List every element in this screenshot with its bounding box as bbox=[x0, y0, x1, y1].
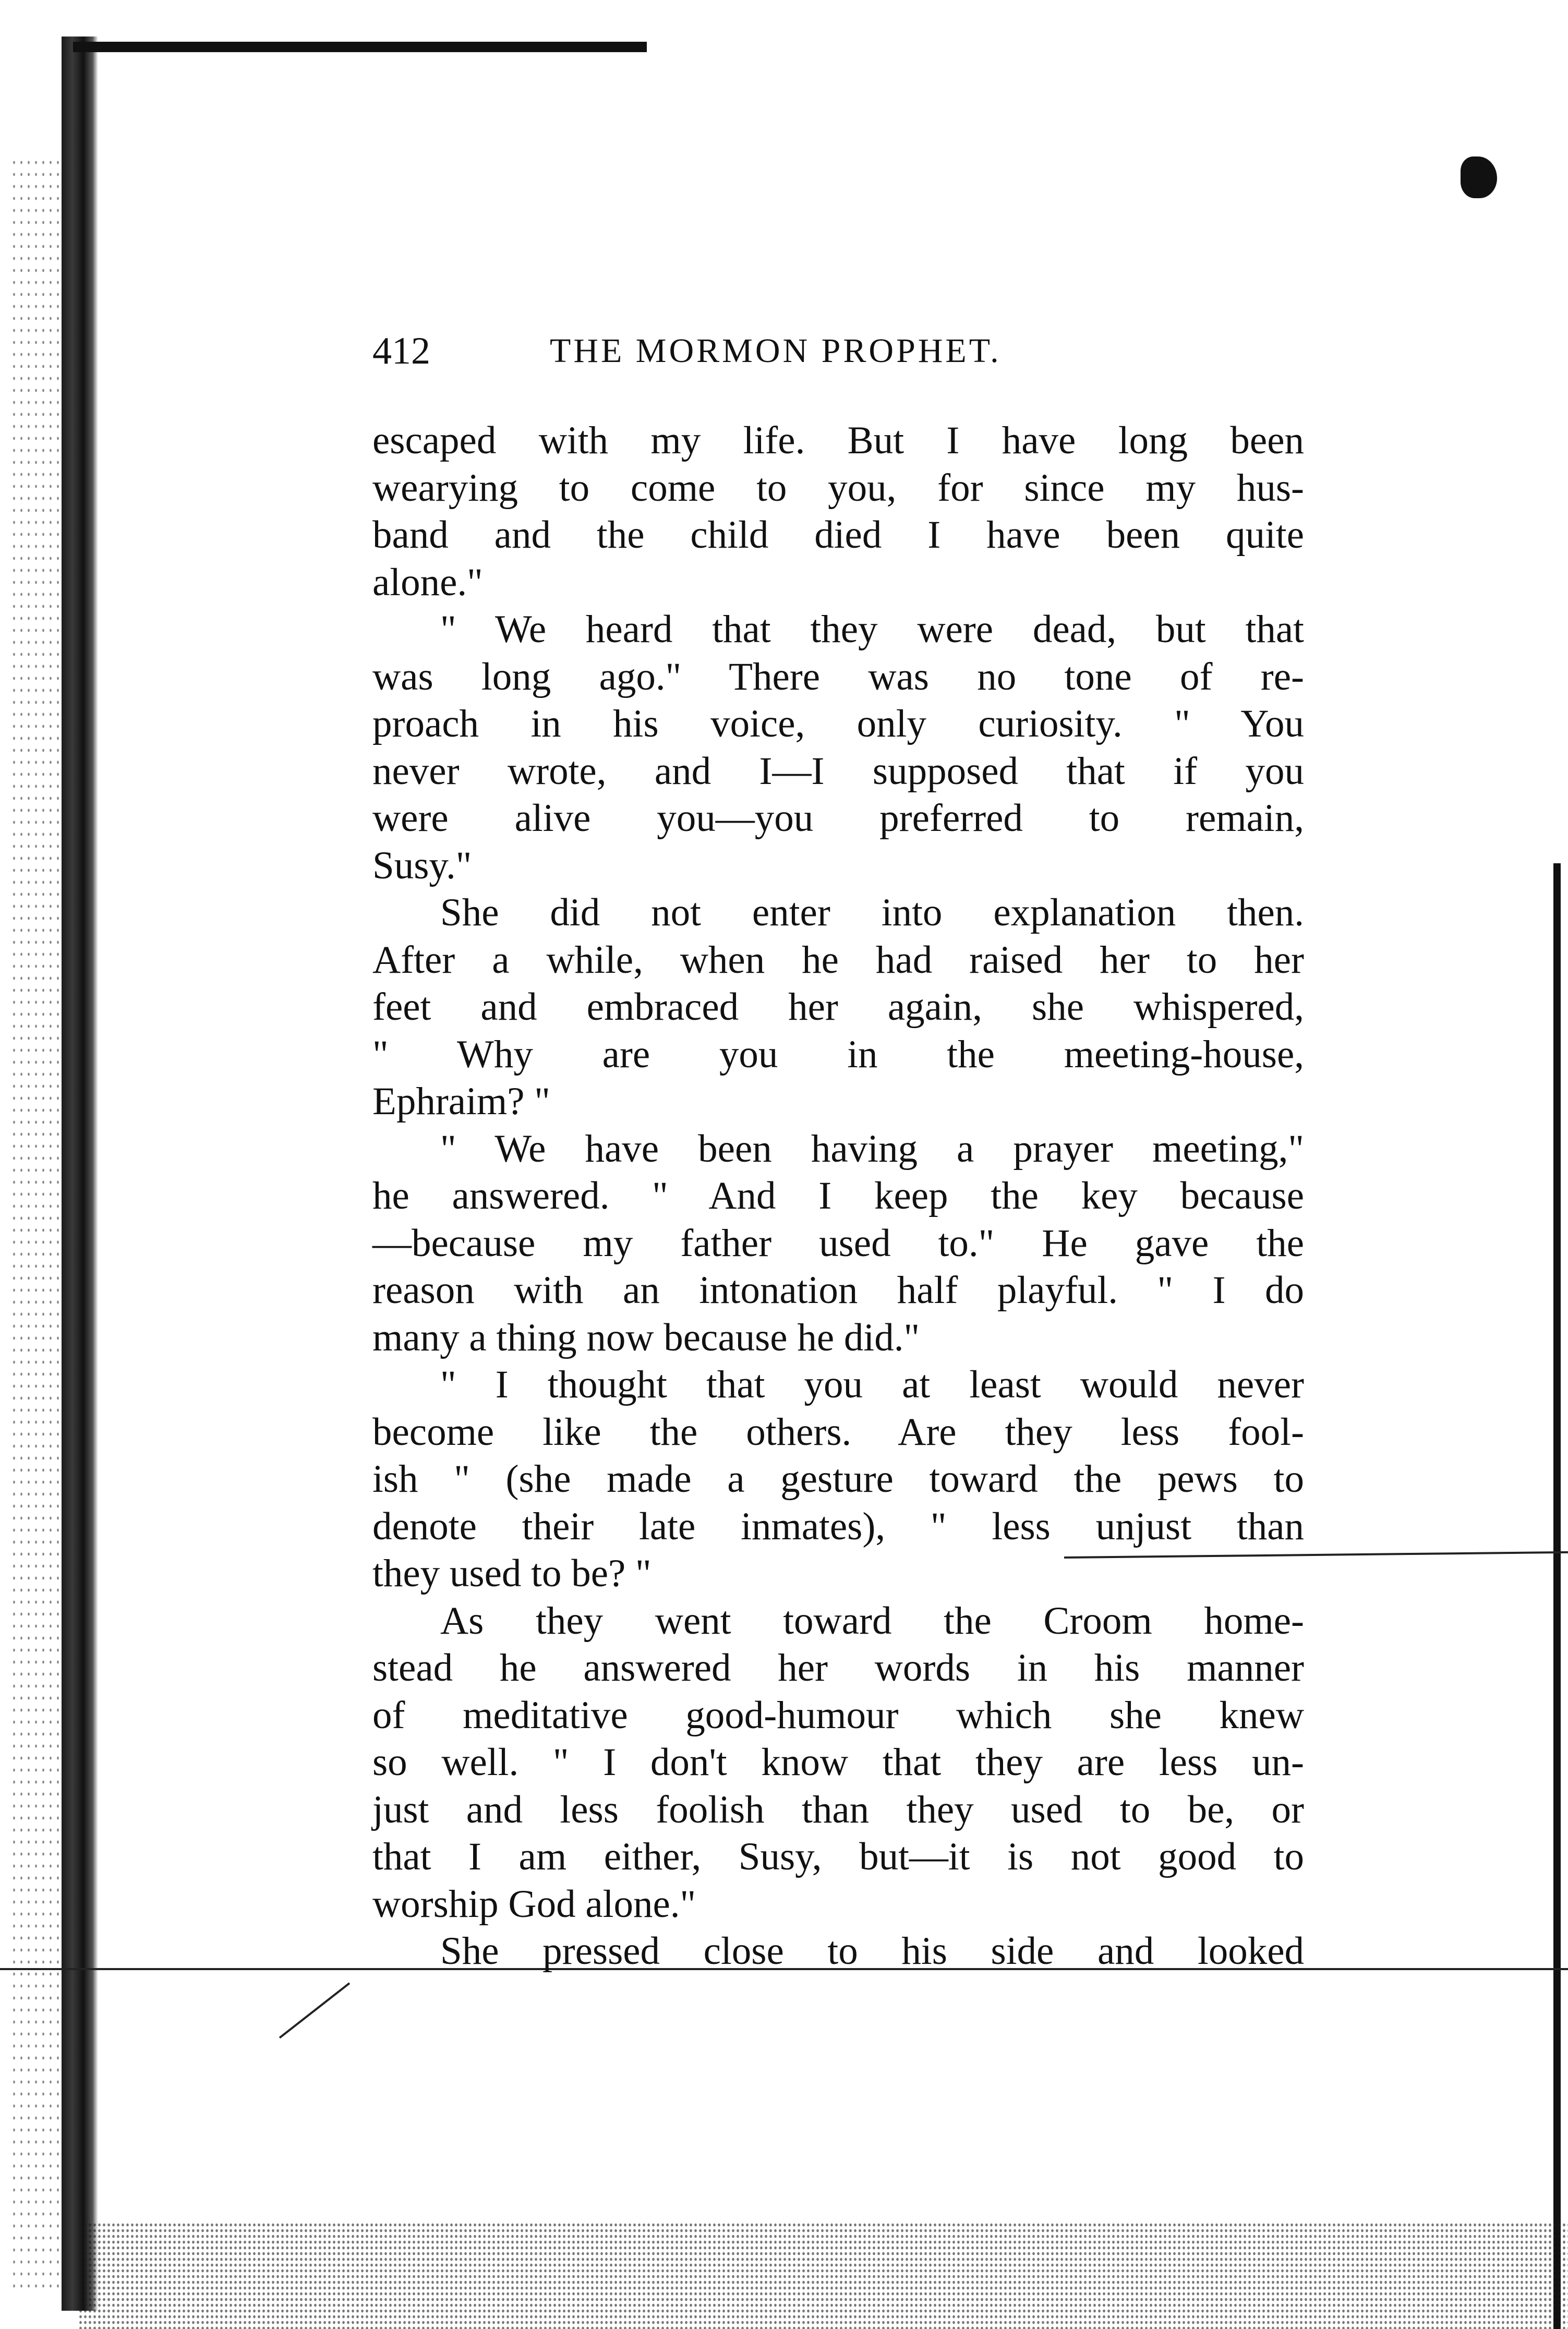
body-text bbox=[372, 417, 1304, 1975]
text-line: stead he answered her words in his manner bbox=[372, 1646, 1304, 1690]
text-line: Ephraim? " bbox=[372, 1080, 550, 1123]
text-line: proach in his voice, only curiosity. " You bbox=[372, 702, 1304, 745]
text-line: band and the child died I have been quite bbox=[372, 513, 1304, 557]
scan-gutter-speckle bbox=[10, 156, 60, 2295]
scan-stray-stroke bbox=[279, 1982, 350, 2038]
text-line: were alive you—you preferred to remain, bbox=[372, 797, 1304, 840]
text-line: ish " (she made a gesture toward the pews to bbox=[372, 1457, 1304, 1501]
text-line: " I thought that you at least would never bbox=[440, 1363, 1304, 1406]
text-line: She did not enter into explanation then. bbox=[440, 891, 1304, 934]
text-line: After a while, when he had raised her to her bbox=[372, 938, 1304, 982]
text-line: many a thing now because he did." bbox=[372, 1316, 920, 1359]
text-line: " We have been having a prayer meeting," bbox=[440, 1127, 1304, 1170]
text-line: " Why are you in the meeting-house, bbox=[372, 1032, 1304, 1076]
text-line: they used to be? " bbox=[372, 1552, 652, 1595]
text-line: he answered. " And I keep the key because bbox=[372, 1174, 1304, 1217]
text-line: become like the others. Are they less fool- bbox=[372, 1410, 1304, 1454]
text-line: escaped with my life. But I have long been bbox=[372, 419, 1304, 462]
text-line: that I am either, Susy, but—it is not good to bbox=[372, 1835, 1304, 1878]
scan-top-edge bbox=[73, 42, 647, 52]
running-head: THE MORMON PROPHET. bbox=[550, 332, 1002, 370]
page-header bbox=[372, 322, 1155, 380]
text-line: worship God alone." bbox=[372, 1882, 696, 1926]
ink-blot bbox=[1461, 156, 1497, 198]
text-line: reason with an intonation half playful. " I do bbox=[372, 1269, 1304, 1312]
text-line: As they went toward the Croom home- bbox=[440, 1599, 1304, 1643]
text-line: never wrote, and I—I supposed that if you bbox=[372, 749, 1304, 793]
text-line: so well. " I don't know that they are less un- bbox=[372, 1741, 1304, 1784]
text-line: feet and embraced her again, she whispered, bbox=[372, 985, 1304, 1029]
text-line: was long ago." There was no tone of re- bbox=[372, 655, 1304, 698]
text-line: just and less foolish than they used to be, or bbox=[372, 1788, 1304, 1831]
text-line: —because my father used to." He gave the bbox=[372, 1221, 1304, 1265]
text-line: " We heard that they were dead, but that bbox=[440, 608, 1304, 651]
text-line: Susy." bbox=[372, 843, 472, 887]
scan-bottom-noise bbox=[78, 2222, 1568, 2329]
text-line: denote their late inmates), " less unjust than bbox=[372, 1504, 1304, 1548]
scan-right-edge bbox=[1553, 863, 1561, 2329]
text-line: wearying to come to you, for since my hus- bbox=[372, 466, 1304, 510]
text-line: She pressed close to his side and looked bbox=[440, 1929, 1304, 1973]
text-line: of meditative good-humour which she knew bbox=[372, 1693, 1304, 1737]
text-line: alone." bbox=[372, 560, 483, 604]
page-number: 412 bbox=[372, 330, 430, 372]
